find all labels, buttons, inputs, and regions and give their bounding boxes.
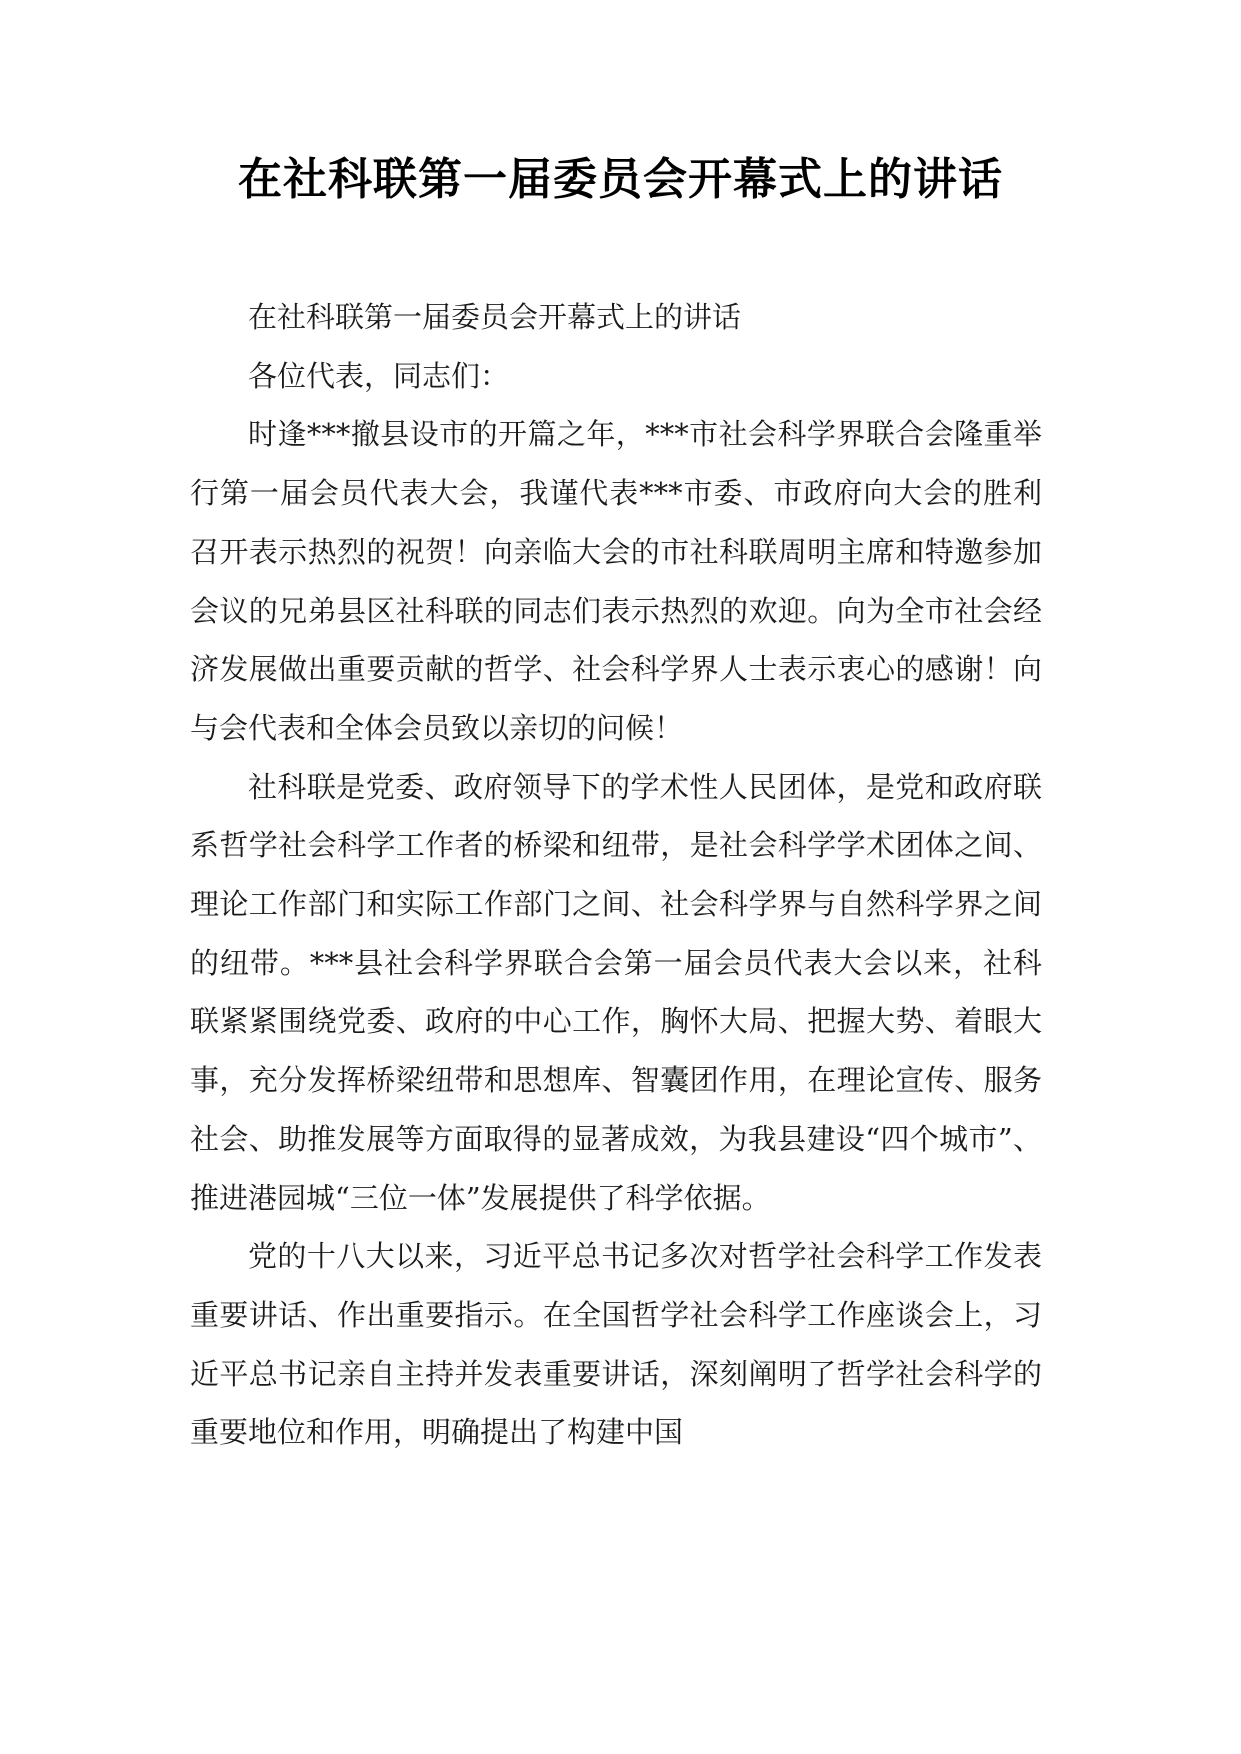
paragraph: 各位代表，同志们：: [248, 358, 510, 393]
paragraph: 时逢***撤县设市的开篇之年，***市社会科学界联合会隆重举行第一届会员代表大会，我谨代表***市委、市政府向大会的胜利召开表示热烈的祝贺！向亲临大会的市社科联周明主席和特邀参加会议的兄弟县区社科联的同志们表示热烈的欢迎。向为全市社会经济发展做出重要贡献的哲学、社会科学界人士表示衷心的感谢！向与会代表和全体会员致以亲切的问候！: [190, 417, 1042, 745]
document-title: 在社科联第一届委员会开幕式上的讲话: [238, 154, 1003, 205]
paragraph: 社科联是党委、政府领导下的学术性人民团体，是党和政府联系哲学社会科学工作者的桥梁和纽带，是社会科学学术团体之间、理论工作部门和实际工作部门之间、社会科学界与自然科学界之间的纽带。***县社会科学界联合会第一届会员代表大会以来，社科联紧紧围绕党委、政府的中心工作，胸怀大局、把握大势、着眼大事，充分发挥桥梁纽带和思想库、智囊团作用，在理论宣传、服务社会、助推发展等方面取得的显著成效，为我县建设“四个城市”、推进港园城“三位一体”发展提供了科学依据。: [190, 769, 1042, 1215]
document-body: [190, 288, 1042, 1462]
paragraph: 党的十八大以来，习近平总书记多次对哲学社会科学工作发表重要讲话、作出重要指示。在全国哲学社会科学工作座谈会上，习近平总书记亲自主持并发表重要讲话，深刻阐明了哲学社会科学的重要地位和作用，明确提出了构建中国: [190, 1239, 1042, 1450]
paragraph: 在社科联第一届委员会开幕式上的讲话: [248, 300, 742, 334]
